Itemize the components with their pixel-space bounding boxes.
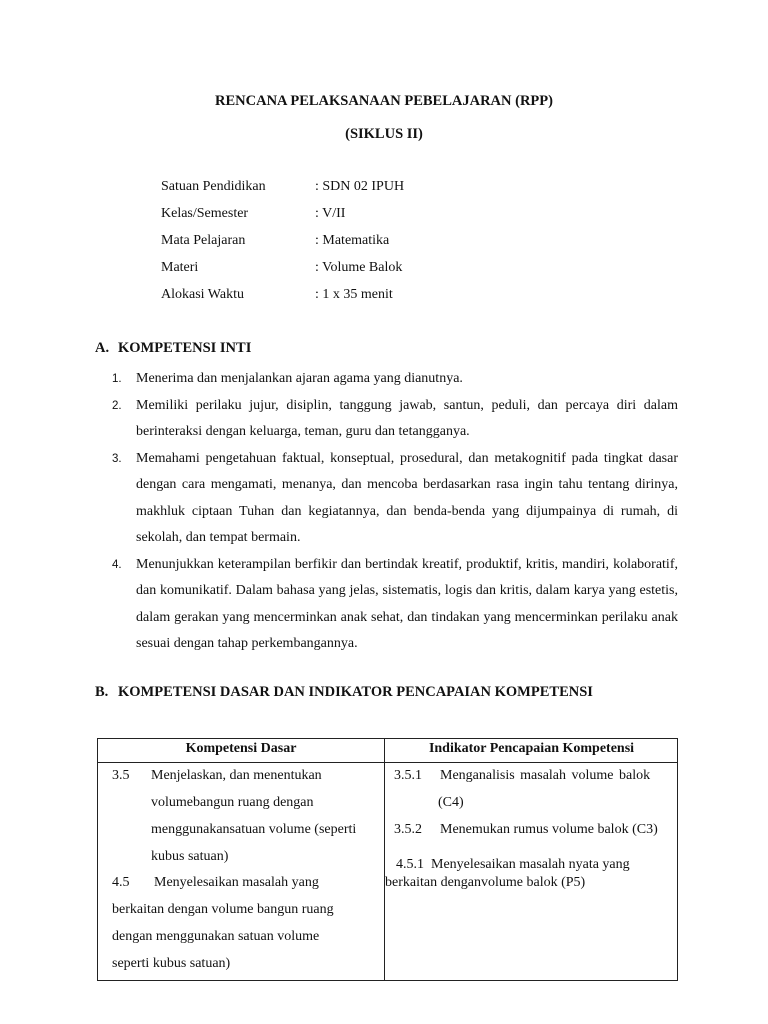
table-header-divider (98, 762, 677, 763)
kd-text-line: menggunakansatuan volume (seperti (151, 822, 357, 837)
identity-value: : SDN 02 IPUH (315, 179, 405, 194)
list-item-text: Menerima dan menjalankan ajaran agama yang dianutnya. (136, 371, 463, 386)
identity-label: Kelas/Semester (161, 206, 249, 221)
identity-label: Alokasi Waktu (161, 287, 244, 302)
kd-text-line: berkaitan dengan volume bangun ruang (112, 902, 334, 917)
indikator-code: 3.5.1 (394, 768, 422, 783)
section-letter: B. (95, 684, 109, 700)
indikator-code: 3.5.2 (394, 822, 422, 837)
kd-text-line: dengan menggunakan satuan volume (112, 929, 320, 944)
section-a-heading (95, 340, 251, 357)
section-letter: A. (95, 340, 110, 356)
list-item (112, 366, 678, 393)
list-item-text: Memahami pengetahuan faktual, konseptual, prosedural, dan metakognitif pada tingkat dasar dengan cara mengamati, menanya, dan mencoba berdasarkan rasa ingin tahu tentang dirinya, makhluk ciptaan Tuhan dan kegiatannya, dan benda-benda yang dijumpainya di rumah, di sekolah, dan tempat bermain. (136, 450, 678, 545)
section-title: KOMPETENSI DASAR DAN INDIKATOR PENCAPAIAN KOMPETENSI (118, 684, 593, 700)
kd-code: 4.5 (112, 875, 130, 890)
document-title: RENCANA PELAKSANAAN PEBELAJARAN (RPP) (215, 93, 553, 109)
indikator-text-line: Menganalisis masalah volume balok (440, 768, 651, 783)
list-number: 3. (112, 452, 122, 465)
section-b-heading (95, 684, 593, 701)
kd-text-line: Menjelaskan, dan menentukan (151, 768, 322, 783)
identity-label: Materi (161, 260, 199, 275)
table-column-divider (384, 739, 385, 980)
kompetensi-table (97, 738, 678, 981)
document-subtitle: (SIKLUS II) (345, 126, 423, 142)
list-item-text: Menunjukkan keterampilan berfikir dan bertindak kreatif, produktif, kritis, mandiri, kolaboratif, dan komunikatif. Dalam bahasa yang jelas, sistematis, logis dan kritis, dalam karya yang estetis, dalam gerakan yang mencerminkan anak sehat, dan tindakan yang mencerminkan perilaku anak sesuai dengan tahap perkembangannya. (136, 556, 678, 651)
list-number: 2. (112, 399, 122, 412)
indikator-text-line: Menemukan rumus volume balok (C3) (440, 822, 658, 837)
identity-label: Mata Pelajaran (161, 233, 246, 248)
kompetensi-inti-list (112, 366, 678, 658)
section-title: KOMPETENSI INTI (118, 340, 252, 356)
identity-value: : 1 x 35 menit (315, 287, 393, 302)
list-number: 4. (112, 558, 122, 571)
kd-text-line: Menyelesaikan masalah yang (154, 875, 319, 890)
table-header-indikator: Indikator Pencapaian Kompetensi (428, 741, 635, 756)
list-item (112, 552, 678, 658)
list-number: 1. (112, 373, 122, 385)
kd-text-line: volumebangun ruang dengan (151, 795, 314, 810)
identity-label: Satuan Pendidikan (161, 179, 266, 194)
table-header-kompetensi-dasar: Kompetensi Dasar (185, 741, 297, 756)
indikator-text-line: berkaitan denganvolume balok (P5) (385, 875, 586, 890)
list-item-text: Memiliki perilaku jujur, disiplin, tanggung jawab, santun, peduli, dan percaya diri dalam berinteraksi dengan keluarga, teman, guru dan tetangganya. (136, 397, 678, 439)
identity-value: : V/II (315, 206, 346, 221)
identity-value: : Volume Balok (315, 260, 403, 275)
list-item (112, 393, 678, 446)
kd-text-line: seperti kubus satuan) (112, 956, 231, 971)
list-item (112, 446, 678, 552)
indikator-text-line: 4.5.1 Menyelesaikan masalah nyata yang (396, 857, 630, 872)
identity-value: : Matematika (315, 233, 390, 248)
kd-code: 3.5 (112, 768, 130, 783)
kd-text-line: kubus satuan) (151, 849, 229, 864)
indikator-text-line: (C4) (438, 795, 464, 810)
